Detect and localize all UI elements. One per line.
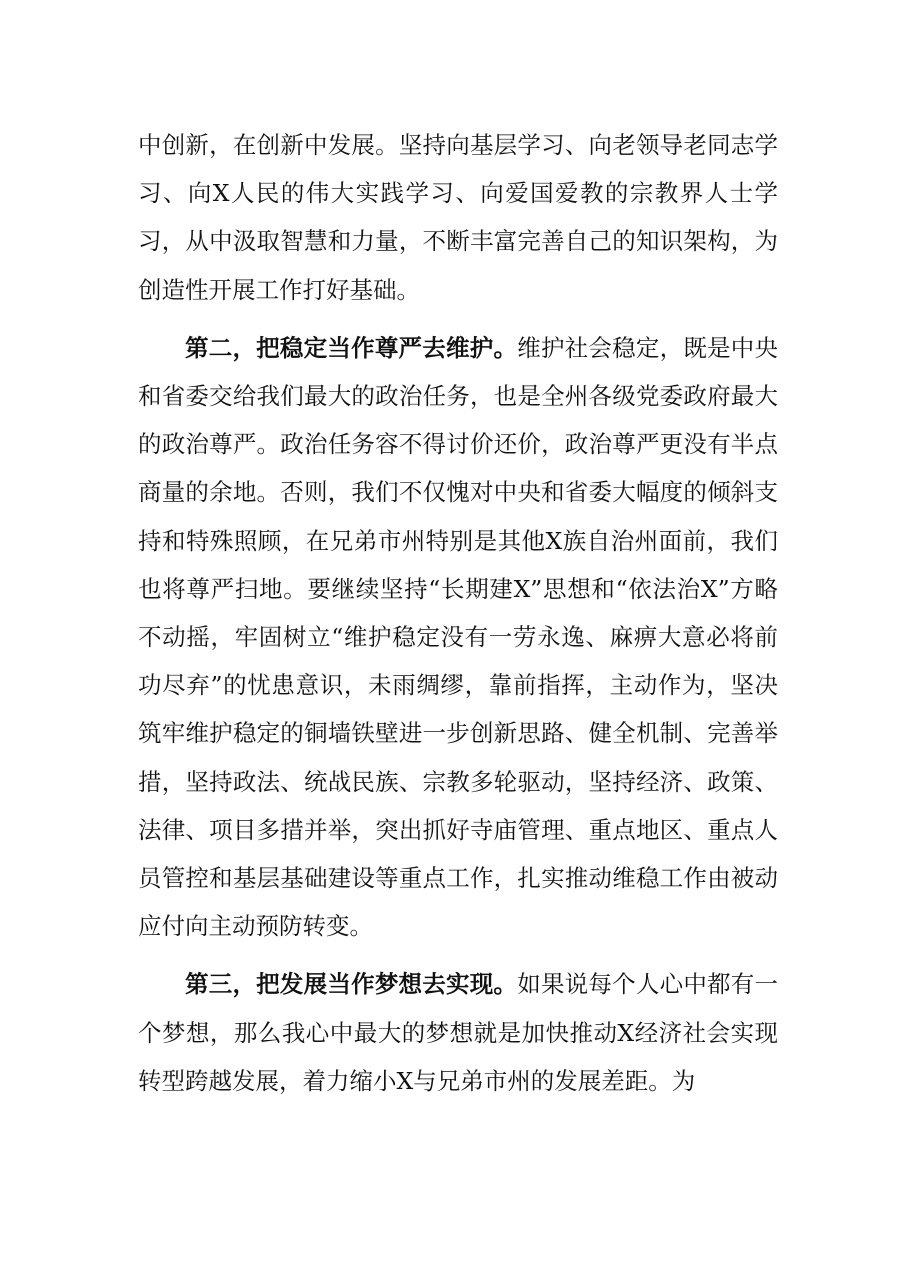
paragraph-2 bbox=[138, 324, 778, 951]
paragraph-2-heading: 第二，把稳定当作尊严去维护。 bbox=[185, 333, 518, 362]
document-body bbox=[138, 121, 778, 1105]
paragraph-3-heading: 第三，把发展当作梦想去实现。 bbox=[185, 970, 518, 999]
paragraph-3-text: 如果说每个人心中都有一个梦想，那么我心中最大的梦想就是加快推动X经济社会实现转型跨越发展，着力缩小X与兄弟市州的发展差距。为 bbox=[138, 970, 779, 1095]
paragraph-3 bbox=[138, 960, 778, 1105]
paragraph-1 bbox=[138, 121, 778, 314]
paragraph-2-text: 维护社会稳定，既是中央和省委交给我们最大的政治任务，也是全州各级党委政府最大的政治尊严。政治任务容不得讨价还价，政治尊严更没有半点商量的余地。否则，我们不仅愧对中央和省委大幅度的倾斜支持和特殊照顾，在兄弟市州特别是其他X族自治州面前，我们也将尊严扫地。要继续坚持“长期建X”思想和“依法治X”方略不动摇，牢固树立“维护稳定没有一劳永逸、麻痹大意必将前功尽弃”的忧患意识，未雨绸缪，靠前指挥，主动作为，坚决筑牢维护稳定的铜墙铁壁进一步创新思路、健全机制、完善举措，坚持政法、统战民族、宗教多轮驱动，坚持经济、政策、法律、项目多措并举，突出抓好寺庙管理、重点地区、重点人员管控和基层基础建设等重点工作，扎实推动维稳工作由被动应付向主动预防转变。 bbox=[138, 333, 779, 941]
paragraph-1-text: 中创新，在创新中发展。坚持向基层学习、向老领导老同志学习、向X人民的伟大实践学习、向爱国爱教的宗教界人士学习，从中汲取智慧和力量，不断丰富完善自己的知识架构，为创造性开展工作打好基础。 bbox=[138, 131, 778, 304]
